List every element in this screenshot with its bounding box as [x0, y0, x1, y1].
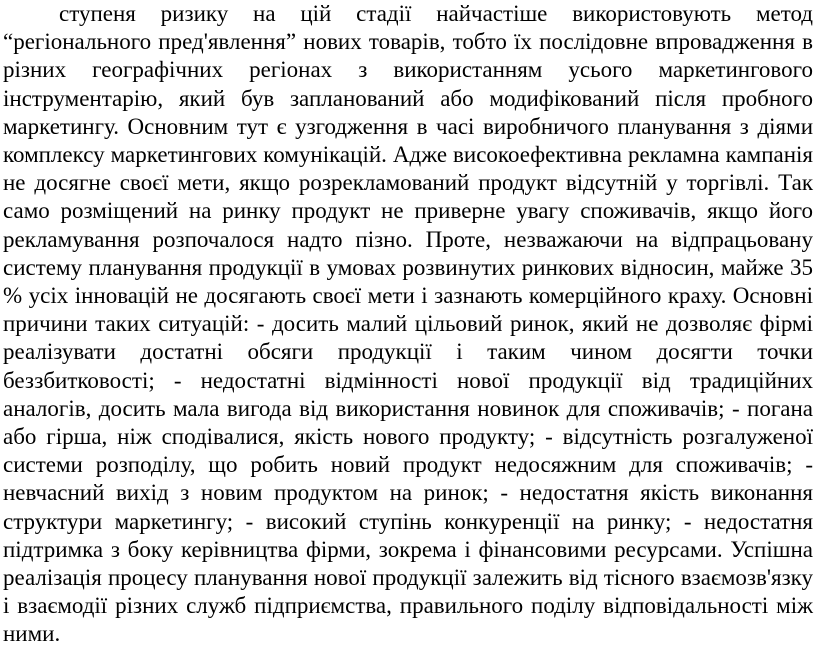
body-paragraph: ступеня ризику на цій стадії найчастіше використовують метод “регіонального пред'явлення” нових товарів, тобто їх послідовне впровадження в різних географічних регіонах з використанням усього маркетингового інструментарію, який був запланований або модифікований після пробного маркетингу. Основним тут є узгодження в часі виробничого планування з діями комплексу маркетингових комунікацій. Адже високоефективна рекламна кампанія не досягне своєї мети, якщо розрекламований продукт відсутній у торгівлі. Так само розміщений на ринку продукт не приверне увагу споживачів, якщо його рекламування розпочалося надто пізно. Проте, незважаючи на відпрацьовану систему планування продукції в умовах розвинутих ринкових відносин, майже 35 % усіх інновацій не досягають своєї мети і зазнають комерційного краху. Основні причини таких ситуацій: - досить малий цільовий ринок, який не дозволяє фірмі реалізувати достатні обсяги продукції і таким чином досягти точки беззбитковості; - недостатні відмінності нової продукції від традиційних аналогів, досить мала вигода від використання новинок для споживачів; - погана або гірша, ніж сподівалися, якість нового продукту; - відсутність розгалуженої системи розподілу, що робить новий продукт недосяжним для споживачів; - невчасний вихід з новим продуктом на ринок; - недостатня якість виконання структури маркетингу; - високий ступінь конкуренції на ринку; - недостатня підтримка з боку керівництва фірми, зокрема і фінансовими ресурсами. Успішна реалізація процесу планування нової продукції залежить від тісного взаємозв'язку і взаємодії різних служб підприємства, правильного поділу відповідальності між ними. [3, 1, 813, 647]
